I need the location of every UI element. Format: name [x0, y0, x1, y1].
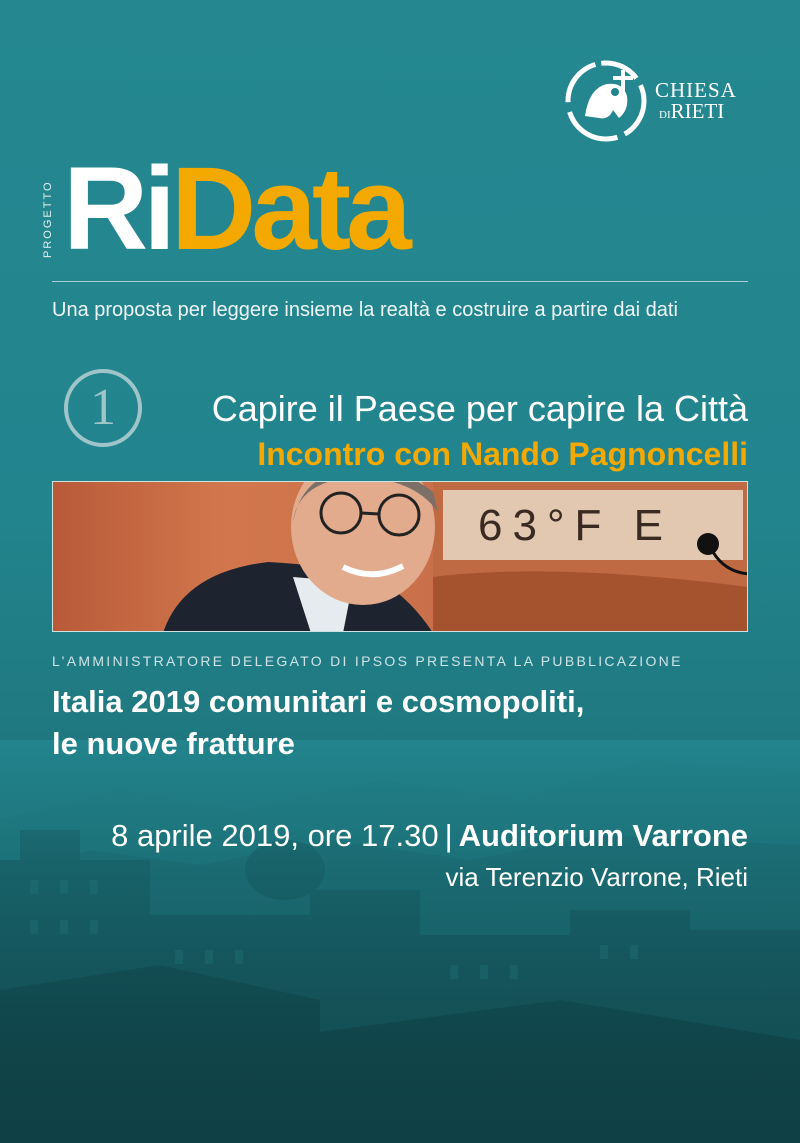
- progetto-label: PROGETTO: [42, 180, 54, 258]
- role-subtitle: L’AMMINISTRATORE DELEGATO DI IPSOS PRESENTA LA PUBBLICAZIONE: [52, 653, 683, 669]
- logo-text-line1: CHIESA: [655, 78, 737, 102]
- event-number-badge: 1: [64, 369, 142, 447]
- event-address: via Terenzio Varrone, Rieti: [445, 862, 748, 892]
- logo-text-di: DI: [659, 109, 671, 121]
- separator: |: [444, 818, 453, 853]
- divider: [52, 281, 748, 282]
- event-speaker: Incontro con Nando Pagnoncelli: [257, 436, 748, 472]
- photo-sign-text: 63°F E: [478, 501, 673, 550]
- logo-text-line2: RIETI: [670, 99, 725, 123]
- event-date-venue: [111, 818, 748, 854]
- ridata-title: [63, 143, 407, 275]
- chiesa-di-rieti-logo: [563, 58, 753, 144]
- event-title: Capire il Paese per capire la Città: [211, 388, 748, 429]
- publication-title-line1: Italia 2019 comunitari e cosmopoliti,: [52, 684, 585, 719]
- lion-emblem-icon: [563, 58, 649, 144]
- speaker-photo: [52, 481, 748, 632]
- brand-data: Data: [171, 143, 407, 275]
- city-skyline-image: [0, 740, 800, 1143]
- publication-title-line2: le nuove fratture: [52, 726, 295, 761]
- event-venue: Auditorium Varrone: [458, 818, 748, 853]
- brand-ri: Ri: [63, 143, 171, 275]
- tagline: Una proposta per leggere insieme la realtà e costruire a partire dai dati: [52, 299, 678, 321]
- publication-title: [52, 681, 584, 765]
- event-datetime: 8 aprile 2019, ore 17.30: [111, 818, 439, 853]
